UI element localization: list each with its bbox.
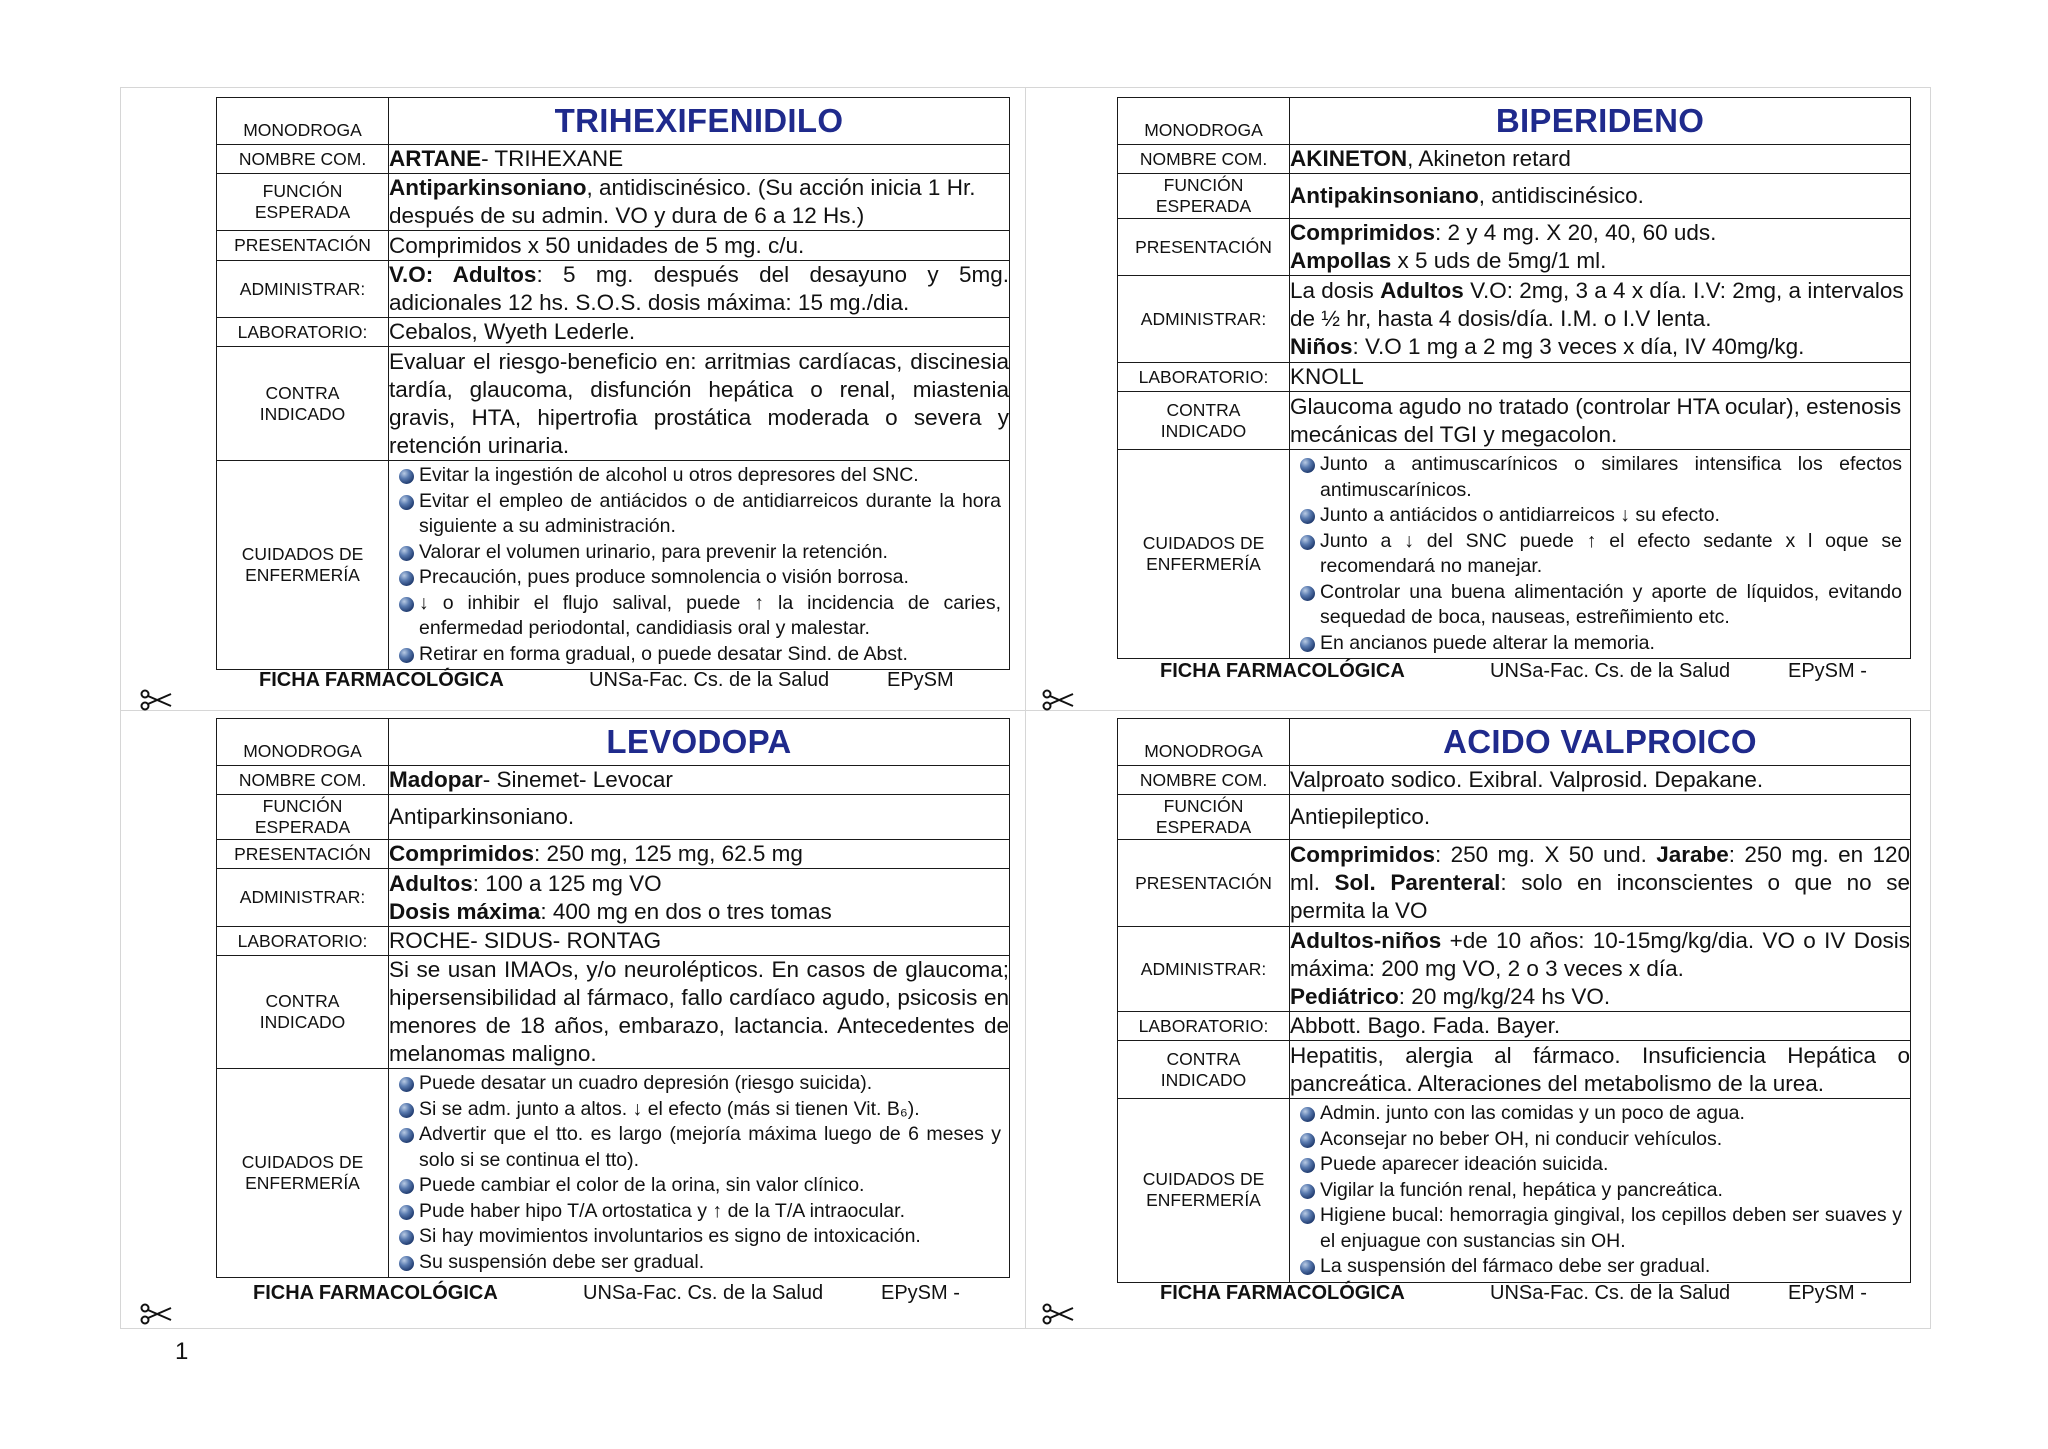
sphere-bullet-icon bbox=[1300, 1184, 1315, 1199]
label-laboratorio: LABORATORIO: bbox=[217, 927, 389, 956]
horizontal-cut-line bbox=[120, 710, 1931, 711]
list-item: Higiene bucal: hemorragia gingival, los cepillos deben ser suaves y el enjuague con sustancias sin OH. bbox=[1298, 1203, 1902, 1254]
label-cuidados: CUIDADOS DE ENFERMERÍA bbox=[1118, 1099, 1290, 1283]
list-item: Evitar la ingestión de alcohol u otros depresores del SNC. bbox=[397, 463, 1001, 489]
label-monodroga: MONODROGA bbox=[217, 719, 389, 766]
label-funcion: FUNCIÓN ESPERADA bbox=[1118, 795, 1290, 840]
list-item: Pude haber hipo T/A ortostatica y ↑ de la T/A intraocular. bbox=[397, 1199, 1001, 1225]
list-item: Aconsejar no beber OH, ni conducir vehículos. bbox=[1298, 1127, 1902, 1153]
cuidados-list bbox=[389, 1069, 1009, 1277]
label-presentacion: PRESENTACIÓN bbox=[1118, 840, 1290, 927]
list-item: Admin. junto con las comidas y un poco de agua. bbox=[1298, 1101, 1902, 1127]
sphere-bullet-icon bbox=[1300, 535, 1315, 550]
list-item: Vigilar la función renal, hepática y pancreática. bbox=[1298, 1178, 1902, 1204]
label-presentacion: PRESENTACIÓN bbox=[1118, 219, 1290, 276]
sphere-bullet-icon bbox=[399, 1128, 414, 1143]
label-laboratorio: LABORATORIO: bbox=[217, 318, 389, 347]
footer-ficha: FICHA FARMACOLÓGICA bbox=[259, 669, 504, 691]
administrar-value: La dosis Adultos V.O: 2mg, 3 a 4 x día. I.V: 2mg, a intervalos de ½ hr, hasta 4 dosis/día. I.M. o I.V lenta. Niños: V.O 1 mg a 2 mg 3 veces x día, IV 40mg/kg. bbox=[1290, 276, 1911, 363]
drug-name: LEVODOPA bbox=[389, 719, 1010, 766]
drug-table bbox=[216, 718, 1010, 1278]
label-administrar: ADMINISTRAR: bbox=[217, 869, 389, 927]
list-item: Puede desatar un cuadro depresión (riesgo suicida). bbox=[397, 1071, 1001, 1097]
label-administrar: ADMINISTRAR: bbox=[1118, 927, 1290, 1012]
presentacion-value: Comprimidos: 250 mg, 125 mg, 62.5 mg bbox=[389, 840, 1010, 869]
drug-name: TRIHEXIFENIDILO bbox=[389, 98, 1010, 145]
sphere-bullet-icon bbox=[399, 597, 414, 612]
administrar-value: V.O: Adultos: 5 mg. después del desayuno y 5mg. adicionales 12 hs. S.O.S. dosis máxima: 15 mg./dia. bbox=[389, 261, 1010, 318]
footer-ficha: FICHA FARMACOLÓGICA bbox=[1160, 660, 1405, 682]
laboratorio-value: Cebalos, Wyeth Lederle. bbox=[389, 318, 1010, 347]
sphere-bullet-icon bbox=[1300, 1133, 1315, 1148]
contraindicado-value: Evaluar el riesgo-beneficio en: arritmias cardíacas, discinesia tardía, glaucoma, disfunción hepática o renal, miastenia gravis, HTA, hipertrofia prostática moderada o severa y retención urinaria. bbox=[389, 347, 1010, 461]
label-funcion: FUNCIÓN ESPERADA bbox=[1118, 174, 1290, 219]
footer-institution: UNSa-Fac. Cs. de la Salud bbox=[583, 1282, 824, 1304]
list-item: Puede cambiar el color de la orina, sin valor clínico. bbox=[397, 1173, 1001, 1199]
label-administrar: ADMINISTRAR: bbox=[1118, 276, 1290, 363]
drug-name: BIPERIDENO bbox=[1290, 98, 1911, 145]
sphere-bullet-icon bbox=[399, 469, 414, 484]
list-item: Junto a ↓ del SNC puede ↑ el efecto sedante x l oque se recomendará no manejar. bbox=[1298, 529, 1902, 580]
list-item: Junto a antiácidos o antidiarreicos ↓ su efecto. bbox=[1298, 503, 1902, 529]
footer-epysm: EPySM bbox=[887, 669, 954, 691]
vertical-cut-line bbox=[1025, 87, 1026, 1329]
sphere-bullet-icon bbox=[399, 1205, 414, 1220]
label-cuidados: CUIDADOS DE ENFERMERÍA bbox=[1118, 450, 1290, 659]
list-item: Si se adm. junto a altos. ↓ el efecto (más si tienen Vit. B₆). bbox=[397, 1097, 1001, 1123]
administrar-value: Adultos-niños +de 10 años: 10-15mg/kg/dia. VO o IV Dosis máxima: 200 mg VO, 2 o 3 veces x día. Pediátrico: 20 mg/kg/24 hs VO. bbox=[1290, 927, 1911, 1012]
list-item: Junto a antimuscarínicos o similares intensifica los efectos antimuscarínicos. bbox=[1298, 452, 1902, 503]
sphere-bullet-icon bbox=[399, 495, 414, 510]
presentacion-value: Comprimidos: 2 y 4 mg. X 20, 40, 60 uds. Ampollas x 5 uds de 5mg/1 ml. bbox=[1290, 219, 1911, 276]
sphere-bullet-icon bbox=[399, 546, 414, 561]
sphere-bullet-icon bbox=[399, 1256, 414, 1271]
list-item: En ancianos puede alterar la memoria. bbox=[1298, 631, 1902, 657]
footer-ficha: FICHA FARMACOLÓGICA bbox=[1160, 1282, 1405, 1304]
list-item: Retirar en forma gradual, o puede desatar Sind. de Abst. bbox=[397, 642, 1001, 668]
drug-table bbox=[1117, 718, 1911, 1283]
label-contraindicado: CONTRA INDICADO bbox=[217, 956, 389, 1069]
sphere-bullet-icon bbox=[399, 648, 414, 663]
nombre-comercial-value: Madopar- Sinemet- Levocar bbox=[389, 766, 1010, 795]
list-item: Advertir que el tto. es largo (mejoría máxima luego de 6 meses y solo si se continua el tto). bbox=[397, 1122, 1001, 1173]
label-monodroga: MONODROGA bbox=[217, 98, 389, 145]
cuidados-list bbox=[1290, 1099, 1910, 1282]
nombre-comercial-value: ARTANE- TRIHEXANE bbox=[389, 145, 1010, 174]
list-item: Su suspensión debe ser gradual. bbox=[397, 1250, 1001, 1276]
card-biperideno bbox=[1117, 97, 1910, 659]
scissors-icon bbox=[1042, 689, 1076, 711]
cuidados-cell bbox=[389, 1069, 1010, 1278]
footer-epysm: EPySM - bbox=[881, 1282, 960, 1304]
label-laboratorio: LABORATORIO: bbox=[1118, 363, 1290, 392]
label-funcion: FUNCIÓN ESPERADA bbox=[217, 174, 389, 231]
page-number: 1 bbox=[175, 1338, 189, 1365]
scissors-icon bbox=[1042, 1303, 1076, 1325]
label-administrar: ADMINISTRAR: bbox=[217, 261, 389, 318]
sphere-bullet-icon bbox=[1300, 1158, 1315, 1173]
label-presentacion: PRESENTACIÓN bbox=[217, 840, 389, 869]
footer-epysm: EPySM - bbox=[1788, 660, 1867, 682]
footer-institution: UNSa-Fac. Cs. de la Salud bbox=[1490, 660, 1731, 682]
footer-institution: UNSa-Fac. Cs. de la Salud bbox=[1490, 1282, 1731, 1304]
card-trihexifenidilo bbox=[216, 97, 1009, 670]
list-item: La suspensión del fármaco debe ser gradual. bbox=[1298, 1254, 1902, 1280]
label-cuidados: CUIDADOS DE ENFERMERÍA bbox=[217, 1069, 389, 1278]
list-item: Puede aparecer ideación suicida. bbox=[1298, 1152, 1902, 1178]
footer-epysm: EPySM - bbox=[1788, 1282, 1867, 1304]
cuidados-cell bbox=[1290, 450, 1911, 659]
sphere-bullet-icon bbox=[399, 1230, 414, 1245]
scissors-icon bbox=[140, 1303, 174, 1325]
sphere-bullet-icon bbox=[1300, 509, 1315, 524]
label-presentacion: PRESENTACIÓN bbox=[217, 231, 389, 261]
sphere-bullet-icon bbox=[399, 571, 414, 586]
list-item: Evitar el empleo de antiácidos o de antidiarreicos durante la hora siguiente a su administración. bbox=[397, 489, 1001, 540]
presentacion-value: Comprimidos x 50 unidades de 5 mg. c/u. bbox=[389, 231, 1010, 261]
label-cuidados: CUIDADOS DE ENFERMERÍA bbox=[217, 461, 389, 670]
funcion-value: Antipakinsoniano, antidiscinésico. bbox=[1290, 174, 1911, 219]
sphere-bullet-icon bbox=[1300, 1209, 1315, 1224]
label-contraindicado: CONTRA INDICADO bbox=[1118, 392, 1290, 450]
sphere-bullet-icon bbox=[1300, 586, 1315, 601]
nombre-comercial-value: Valproato sodico. Exibral. Valprosid. Depakane. bbox=[1290, 766, 1911, 795]
cuidados-cell bbox=[1290, 1099, 1911, 1283]
funcion-value: Antiparkinsoniano, antidiscinésico. (Su acción inicia 1 Hr. después de su admin. VO y dura de 6 a 12 Hs.) bbox=[389, 174, 1010, 231]
laboratorio-value: KNOLL bbox=[1290, 363, 1911, 392]
label-nombre-comercial: NOMBRE COM. bbox=[217, 145, 389, 174]
cuidados-list bbox=[389, 461, 1009, 669]
card-acido-valproico bbox=[1117, 718, 1910, 1283]
list-item: Valorar el volumen urinario, para prevenir la retención. bbox=[397, 540, 1001, 566]
sphere-bullet-icon bbox=[399, 1179, 414, 1194]
card-levodopa bbox=[216, 718, 1009, 1278]
drug-name: ACIDO VALPROICO bbox=[1290, 719, 1911, 766]
administrar-value: Adultos: 100 a 125 mg VO Dosis máxima: 400 mg en dos o tres tomas bbox=[389, 869, 1010, 927]
contraindicado-value: Hepatitis, alergia al fármaco. Insuficiencia Hepática o pancreática. Alteraciones del metabolismo de la urea. bbox=[1290, 1041, 1911, 1099]
label-nombre-comercial: NOMBRE COM. bbox=[217, 766, 389, 795]
label-contraindicado: CONTRA INDICADO bbox=[1118, 1041, 1290, 1099]
contraindicado-value: Si se usan IMAOs, y/o neurolépticos. En casos de glaucoma; hipersensibilidad al fármaco, fallo cardíaco agudo, psicosis en menores de 18 años, embarazo, lactancia. Antecedentes de melanomas maligno. bbox=[389, 956, 1010, 1069]
label-monodroga: MONODROGA bbox=[1118, 719, 1290, 766]
presentacion-value: Comprimidos: 250 mg. X 50 und. Jarabe: 250 mg. en 120 ml. Sol. Parenteral: solo en inconscientes o que no se permita la VO bbox=[1290, 840, 1911, 927]
list-item: ↓ o inhibir el flujo salival, puede ↑ la incidencia de caries, enfermedad periodontal, candidiasis oral y malestar. bbox=[397, 591, 1001, 642]
drug-table bbox=[216, 97, 1010, 670]
sphere-bullet-icon bbox=[399, 1103, 414, 1118]
funcion-value: Antiparkinsoniano. bbox=[389, 795, 1010, 840]
list-item: Precaución, pues produce somnolencia o visión borrosa. bbox=[397, 565, 1001, 591]
label-monodroga: MONODROGA bbox=[1118, 98, 1290, 145]
sphere-bullet-icon bbox=[1300, 1107, 1315, 1122]
label-contraindicado: CONTRA INDICADO bbox=[217, 347, 389, 461]
sphere-bullet-icon bbox=[399, 1077, 414, 1092]
funcion-value: Antiepileptico. bbox=[1290, 795, 1911, 840]
drug-table bbox=[1117, 97, 1911, 659]
laboratorio-value: ROCHE- SIDUS- RONTAG bbox=[389, 927, 1010, 956]
sphere-bullet-icon bbox=[1300, 458, 1315, 473]
label-nombre-comercial: NOMBRE COM. bbox=[1118, 766, 1290, 795]
cuidados-list bbox=[1290, 450, 1910, 658]
sphere-bullet-icon bbox=[1300, 637, 1315, 652]
label-nombre-comercial: NOMBRE COM. bbox=[1118, 145, 1290, 174]
contraindicado-value: Glaucoma agudo no tratado (controlar HTA ocular), estenosis mecánicas del TGI y megacolon. bbox=[1290, 392, 1911, 450]
footer-institution: UNSa-Fac. Cs. de la Salud bbox=[589, 669, 830, 691]
scissors-icon bbox=[140, 689, 174, 711]
footer-ficha: FICHA FARMACOLÓGICA bbox=[253, 1282, 498, 1304]
nombre-comercial-value: AKINETON, Akineton retard bbox=[1290, 145, 1911, 174]
laboratorio-value: Abbott. Bago. Fada. Bayer. bbox=[1290, 1012, 1911, 1041]
sphere-bullet-icon bbox=[1300, 1260, 1315, 1275]
label-funcion: FUNCIÓN ESPERADA bbox=[217, 795, 389, 840]
list-item: Controlar una buena alimentación y aporte de líquidos, evitando sequedad de boca, nauseas, estreñimiento etc. bbox=[1298, 580, 1902, 631]
list-item: Si hay movimientos involuntarios es signo de intoxicación. bbox=[397, 1224, 1001, 1250]
cuidados-cell bbox=[389, 461, 1010, 670]
label-laboratorio: LABORATORIO: bbox=[1118, 1012, 1290, 1041]
